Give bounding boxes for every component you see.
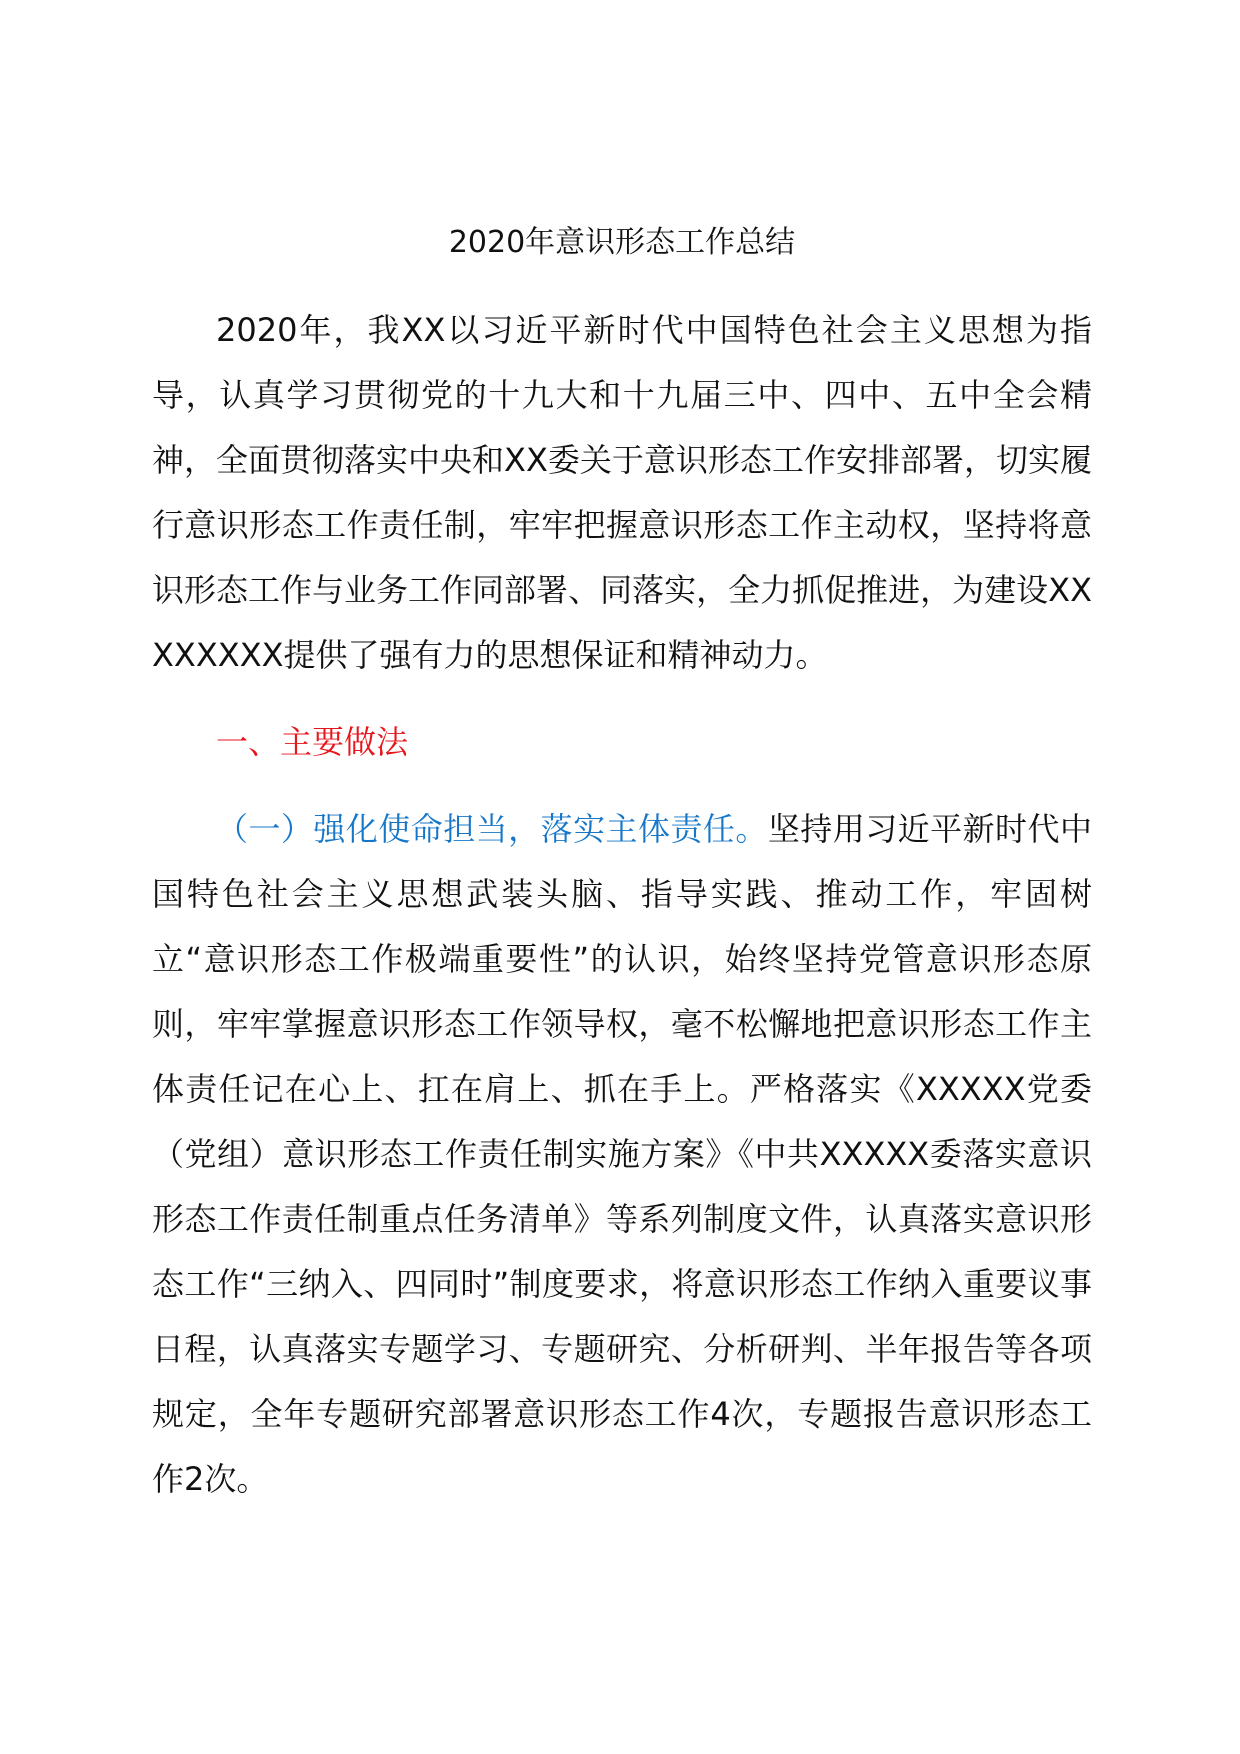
- intro-paragraph: 2020年，我XX以习近平新时代中国特色社会主义思想为指导，认真学习贯彻党的十九大和十九届三中、四中、五中全会精神，全面贯彻落实中央和XX委关于意识形态工作安排部署，切实履行意识形态工作责任制，牢牢把握意识形态工作主动权，坚持将意识形态工作与业务工作同部署、同落实，全力抓促推进，为建设XXXXXXXX提供了强有力的思想保证和精神动力。: [152, 311, 1092, 674]
- document-page: [152, 222, 1092, 1512]
- section-heading-main-practices: 一、主要做法: [216, 723, 409, 761]
- document-title: 2020年意识形态工作总结: [448, 225, 796, 260]
- subsection-paragraph-1: [152, 797, 1092, 1512]
- subsection-heading-1: （一）强化使命担当，落实主体责任。: [216, 810, 768, 848]
- subsection-body-1: 坚持用习近平新时代中国特色社会主义思想武装头脑、指导实践、推动工作，牢固树立“意识形态工作极端重要性”的认识，始终坚持党管意识形态原则，牢牢掌握意识形态工作领导权，毫不松懈地把意识形态工作主体责任记在心上、扛在肩上、抓在手上。严格落实《XXXXX党委（党组）意识形态工作责任制实施方案》《中共XXXXX委落实意识形态工作责任制重点任务清单》等系列制度文件，认真落实意识形态工作“三纳入、四同时”制度要求，将意识形态工作纳入重要议事日程，认真落实专题学习、专题研究、分析研判、半年报告等各项规定，全年专题研究部署意识形态工作4次，专题报告意识形态工作2次。: [152, 810, 1092, 1498]
